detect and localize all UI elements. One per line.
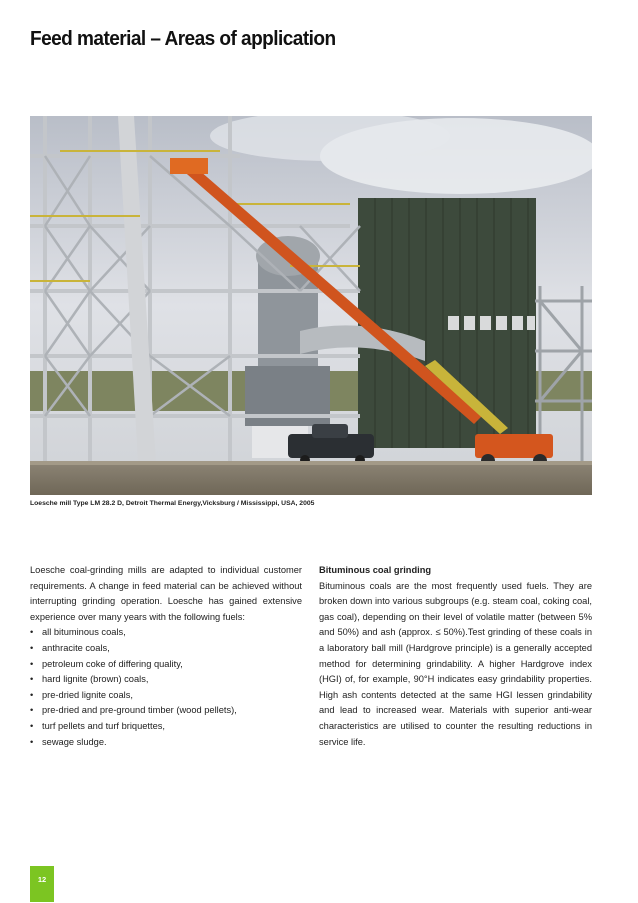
figure-caption: Loesche mill Type LM 28.2 D, Detroit Thermal Energy,Vicksburg / Mississippi, USA, 2005: [30, 500, 315, 507]
list-item: • anthracite coals,: [30, 641, 302, 657]
list-item: • pre-dried lignite coals,: [30, 688, 302, 704]
bituminous-paragraph: Bituminous coals are the most frequently used fuels. They are broken down into various subgroups (e.g. steam coal, coking coal, gas coal), depending on their level of volatile matter (between 5% and 50%) and ash (approx. ≤ 50%).Test grinding of these coals in a laboratory ball mill (Hardgrove principle) is a generally accepted method for determining grindability. A higher Hardgrove index (HGI) of, for example, 90°H indicates easy grindability properties. High ash contents detected at the same HGI lessen grindability and lead to increased wear. Materials with superior anti-wear characteristics are utilised to counter the resulting reductions in service life.: [319, 580, 592, 747]
page-title: Feed material – Areas of application: [30, 27, 336, 50]
right-column: [319, 563, 592, 750]
list-item: • pre-dried and pre-ground timber (wood pellets),: [30, 703, 302, 719]
intro-paragraph: Loesche coal-grinding mills are adapted to individual customer requirements. A change in feed material can be achieved without interrupting grinding operation. Loesche has gained extensive experience over many years with the following fuels:: [30, 565, 302, 622]
plant-photo: [30, 116, 592, 495]
list-item: • sewage sludge.: [30, 735, 302, 751]
left-column: [30, 563, 302, 750]
list-item: • petroleum coke of differing quality,: [30, 657, 302, 673]
list-item: • turf pellets and turf briquettes,: [30, 719, 302, 735]
page-number: 12: [37, 875, 47, 884]
page-number-badge: [30, 866, 54, 902]
list-item: • all bituminous coals,: [30, 625, 302, 641]
list-item: • hard lignite (brown) coals,: [30, 672, 302, 688]
fuel-list: [30, 625, 302, 750]
section-heading: Bituminous coal grinding: [319, 565, 432, 575]
